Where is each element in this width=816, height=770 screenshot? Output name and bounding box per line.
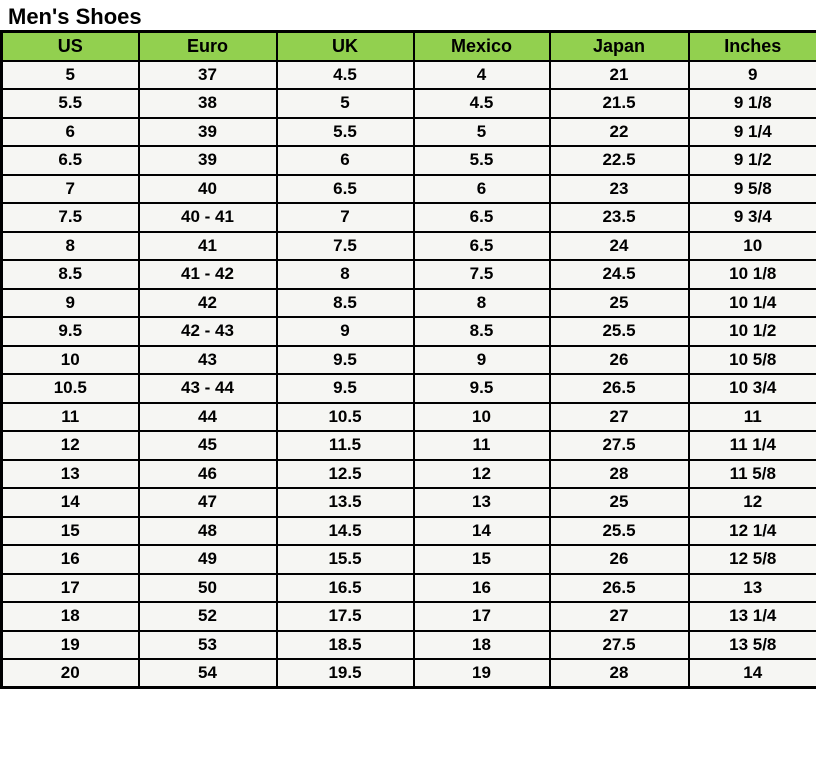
table-cell: 12 5/8 [689,545,816,574]
table-cell: 46 [139,460,277,489]
table-cell: 52 [139,602,277,631]
table-row [2,260,816,289]
table-cell: 11 [689,403,816,432]
column-header-us: US [2,32,139,61]
table-cell: 5.5 [414,146,550,175]
table-cell: 12 [689,488,816,517]
table-row [2,403,816,432]
table-cell: 43 - 44 [139,374,277,403]
table-cell: 13.5 [277,488,414,517]
table-cell: 41 - 42 [139,260,277,289]
table-cell: 10 3/4 [689,374,816,403]
table-cell: 13 5/8 [689,631,816,660]
table-cell: 6 [2,118,139,147]
column-header-japan: Japan [550,32,689,61]
table-cell: 8.5 [414,317,550,346]
page-title: Men's Shoes [8,4,142,29]
table-cell: 13 [689,574,816,603]
table-cell: 44 [139,403,277,432]
table-cell: 42 [139,289,277,318]
table-cell: 14 [414,517,550,546]
table-cell: 9.5 [277,346,414,375]
table-cell: 5.5 [2,89,139,118]
table-cell: 11 5/8 [689,460,816,489]
table-row [2,175,816,204]
table-cell: 39 [139,118,277,147]
table-cell: 5.5 [277,118,414,147]
table-row [2,488,816,517]
table-cell: 15 [2,517,139,546]
table-cell: 7.5 [2,203,139,232]
table-cell: 53 [139,631,277,660]
table-cell: 43 [139,346,277,375]
table-cell: 19 [414,659,550,688]
table-cell: 48 [139,517,277,546]
table-cell: 37 [139,61,277,90]
table-cell: 10 1/2 [689,317,816,346]
table-cell: 10 [689,232,816,261]
table-cell: 10 [414,403,550,432]
table-cell: 26 [550,346,689,375]
table-cell: 38 [139,89,277,118]
table-cell: 11 1/4 [689,431,816,460]
table-cell: 10 5/8 [689,346,816,375]
table-cell: 10.5 [277,403,414,432]
table-cell: 19 [2,631,139,660]
table-cell: 5 [277,89,414,118]
table-cell: 9.5 [2,317,139,346]
table-cell: 26.5 [550,374,689,403]
table-cell: 25 [550,289,689,318]
table-cell: 15 [414,545,550,574]
table-row [2,602,816,631]
table-cell: 28 [550,659,689,688]
table-cell: 7 [2,175,139,204]
table-row [2,118,816,147]
table-cell: 13 [414,488,550,517]
table-cell: 40 [139,175,277,204]
table-cell: 16 [414,574,550,603]
table-cell: 6.5 [414,232,550,261]
table-cell: 41 [139,232,277,261]
table-cell: 11 [2,403,139,432]
column-header-euro: Euro [139,32,277,61]
table-cell: 8.5 [277,289,414,318]
table-cell: 27.5 [550,631,689,660]
table-cell: 5 [414,118,550,147]
table-cell: 17 [414,602,550,631]
table-cell: 25.5 [550,317,689,346]
table-cell: 11.5 [277,431,414,460]
table-cell: 8.5 [2,260,139,289]
table-cell: 13 1/4 [689,602,816,631]
table-row [2,232,816,261]
table-cell: 10 1/4 [689,289,816,318]
table-cell: 49 [139,545,277,574]
table-row [2,631,816,660]
table-cell: 5 [2,61,139,90]
table-cell: 6 [414,175,550,204]
table-row [2,374,816,403]
column-header-inches: Inches [689,32,816,61]
table-cell: 25 [550,488,689,517]
table-cell: 10 [2,346,139,375]
table-cell: 12 1/4 [689,517,816,546]
table-cell: 9 [689,61,816,90]
table-cell: 9.5 [277,374,414,403]
table-cell: 24 [550,232,689,261]
table-cell: 10.5 [2,374,139,403]
table-cell: 42 - 43 [139,317,277,346]
table-cell: 9 [414,346,550,375]
table-cell: 6.5 [2,146,139,175]
table-cell: 6 [277,146,414,175]
table-cell: 20 [2,659,139,688]
table-cell: 27 [550,602,689,631]
table-row [2,317,816,346]
table-row [2,659,816,688]
table-cell: 7 [277,203,414,232]
table-row [2,346,816,375]
table-cell: 13 [2,460,139,489]
table-cell: 12 [2,431,139,460]
table-cell: 22 [550,118,689,147]
table-cell: 16.5 [277,574,414,603]
table-cell: 17.5 [277,602,414,631]
table-cell: 27.5 [550,431,689,460]
table-body [2,61,816,688]
table-row [2,517,816,546]
table-row [2,574,816,603]
table-row [2,146,816,175]
table-cell: 45 [139,431,277,460]
table-cell: 9 3/4 [689,203,816,232]
table-row [2,289,816,318]
table-cell: 12 [414,460,550,489]
table-cell: 8 [277,260,414,289]
table-cell: 14 [2,488,139,517]
table-cell: 26.5 [550,574,689,603]
table-cell: 9.5 [414,374,550,403]
table-header-row [2,32,816,61]
table-cell: 21.5 [550,89,689,118]
table-cell: 54 [139,659,277,688]
table-cell: 28 [550,460,689,489]
table-cell: 9 1/4 [689,118,816,147]
table-cell: 11 [414,431,550,460]
table-cell: 24.5 [550,260,689,289]
table-cell: 4 [414,61,550,90]
table-cell: 16 [2,545,139,574]
table-row [2,61,816,90]
table-cell: 6.5 [414,203,550,232]
table-cell: 25.5 [550,517,689,546]
table-cell: 12.5 [277,460,414,489]
table-cell: 7.5 [277,232,414,261]
table-cell: 40 - 41 [139,203,277,232]
table-cell: 4.5 [277,61,414,90]
table-cell: 9 1/8 [689,89,816,118]
table-cell: 18.5 [277,631,414,660]
table-row [2,545,816,574]
table-header [2,32,816,61]
column-header-mexico: Mexico [414,32,550,61]
table-row [2,89,816,118]
table-cell: 23 [550,175,689,204]
table-row [2,431,816,460]
table-cell: 23.5 [550,203,689,232]
table-cell: 9 1/2 [689,146,816,175]
table-cell: 14 [689,659,816,688]
table-cell: 19.5 [277,659,414,688]
table-cell: 18 [2,602,139,631]
table-cell: 21 [550,61,689,90]
table-cell: 9 [277,317,414,346]
table-cell: 9 5/8 [689,175,816,204]
table-cell: 8 [2,232,139,261]
table-row [2,460,816,489]
table-cell: 15.5 [277,545,414,574]
column-header-uk: UK [277,32,414,61]
table-cell: 7.5 [414,260,550,289]
table-cell: 8 [414,289,550,318]
shoe-size-table [0,30,816,689]
table-cell: 14.5 [277,517,414,546]
table-cell: 4.5 [414,89,550,118]
table-cell: 6.5 [277,175,414,204]
table-cell: 26 [550,545,689,574]
table-cell: 47 [139,488,277,517]
table-cell: 22.5 [550,146,689,175]
table-cell: 39 [139,146,277,175]
table-cell: 10 1/8 [689,260,816,289]
table-row [2,203,816,232]
table-cell: 27 [550,403,689,432]
table-cell: 18 [414,631,550,660]
table-cell: 17 [2,574,139,603]
table-cell: 50 [139,574,277,603]
table-cell: 9 [2,289,139,318]
